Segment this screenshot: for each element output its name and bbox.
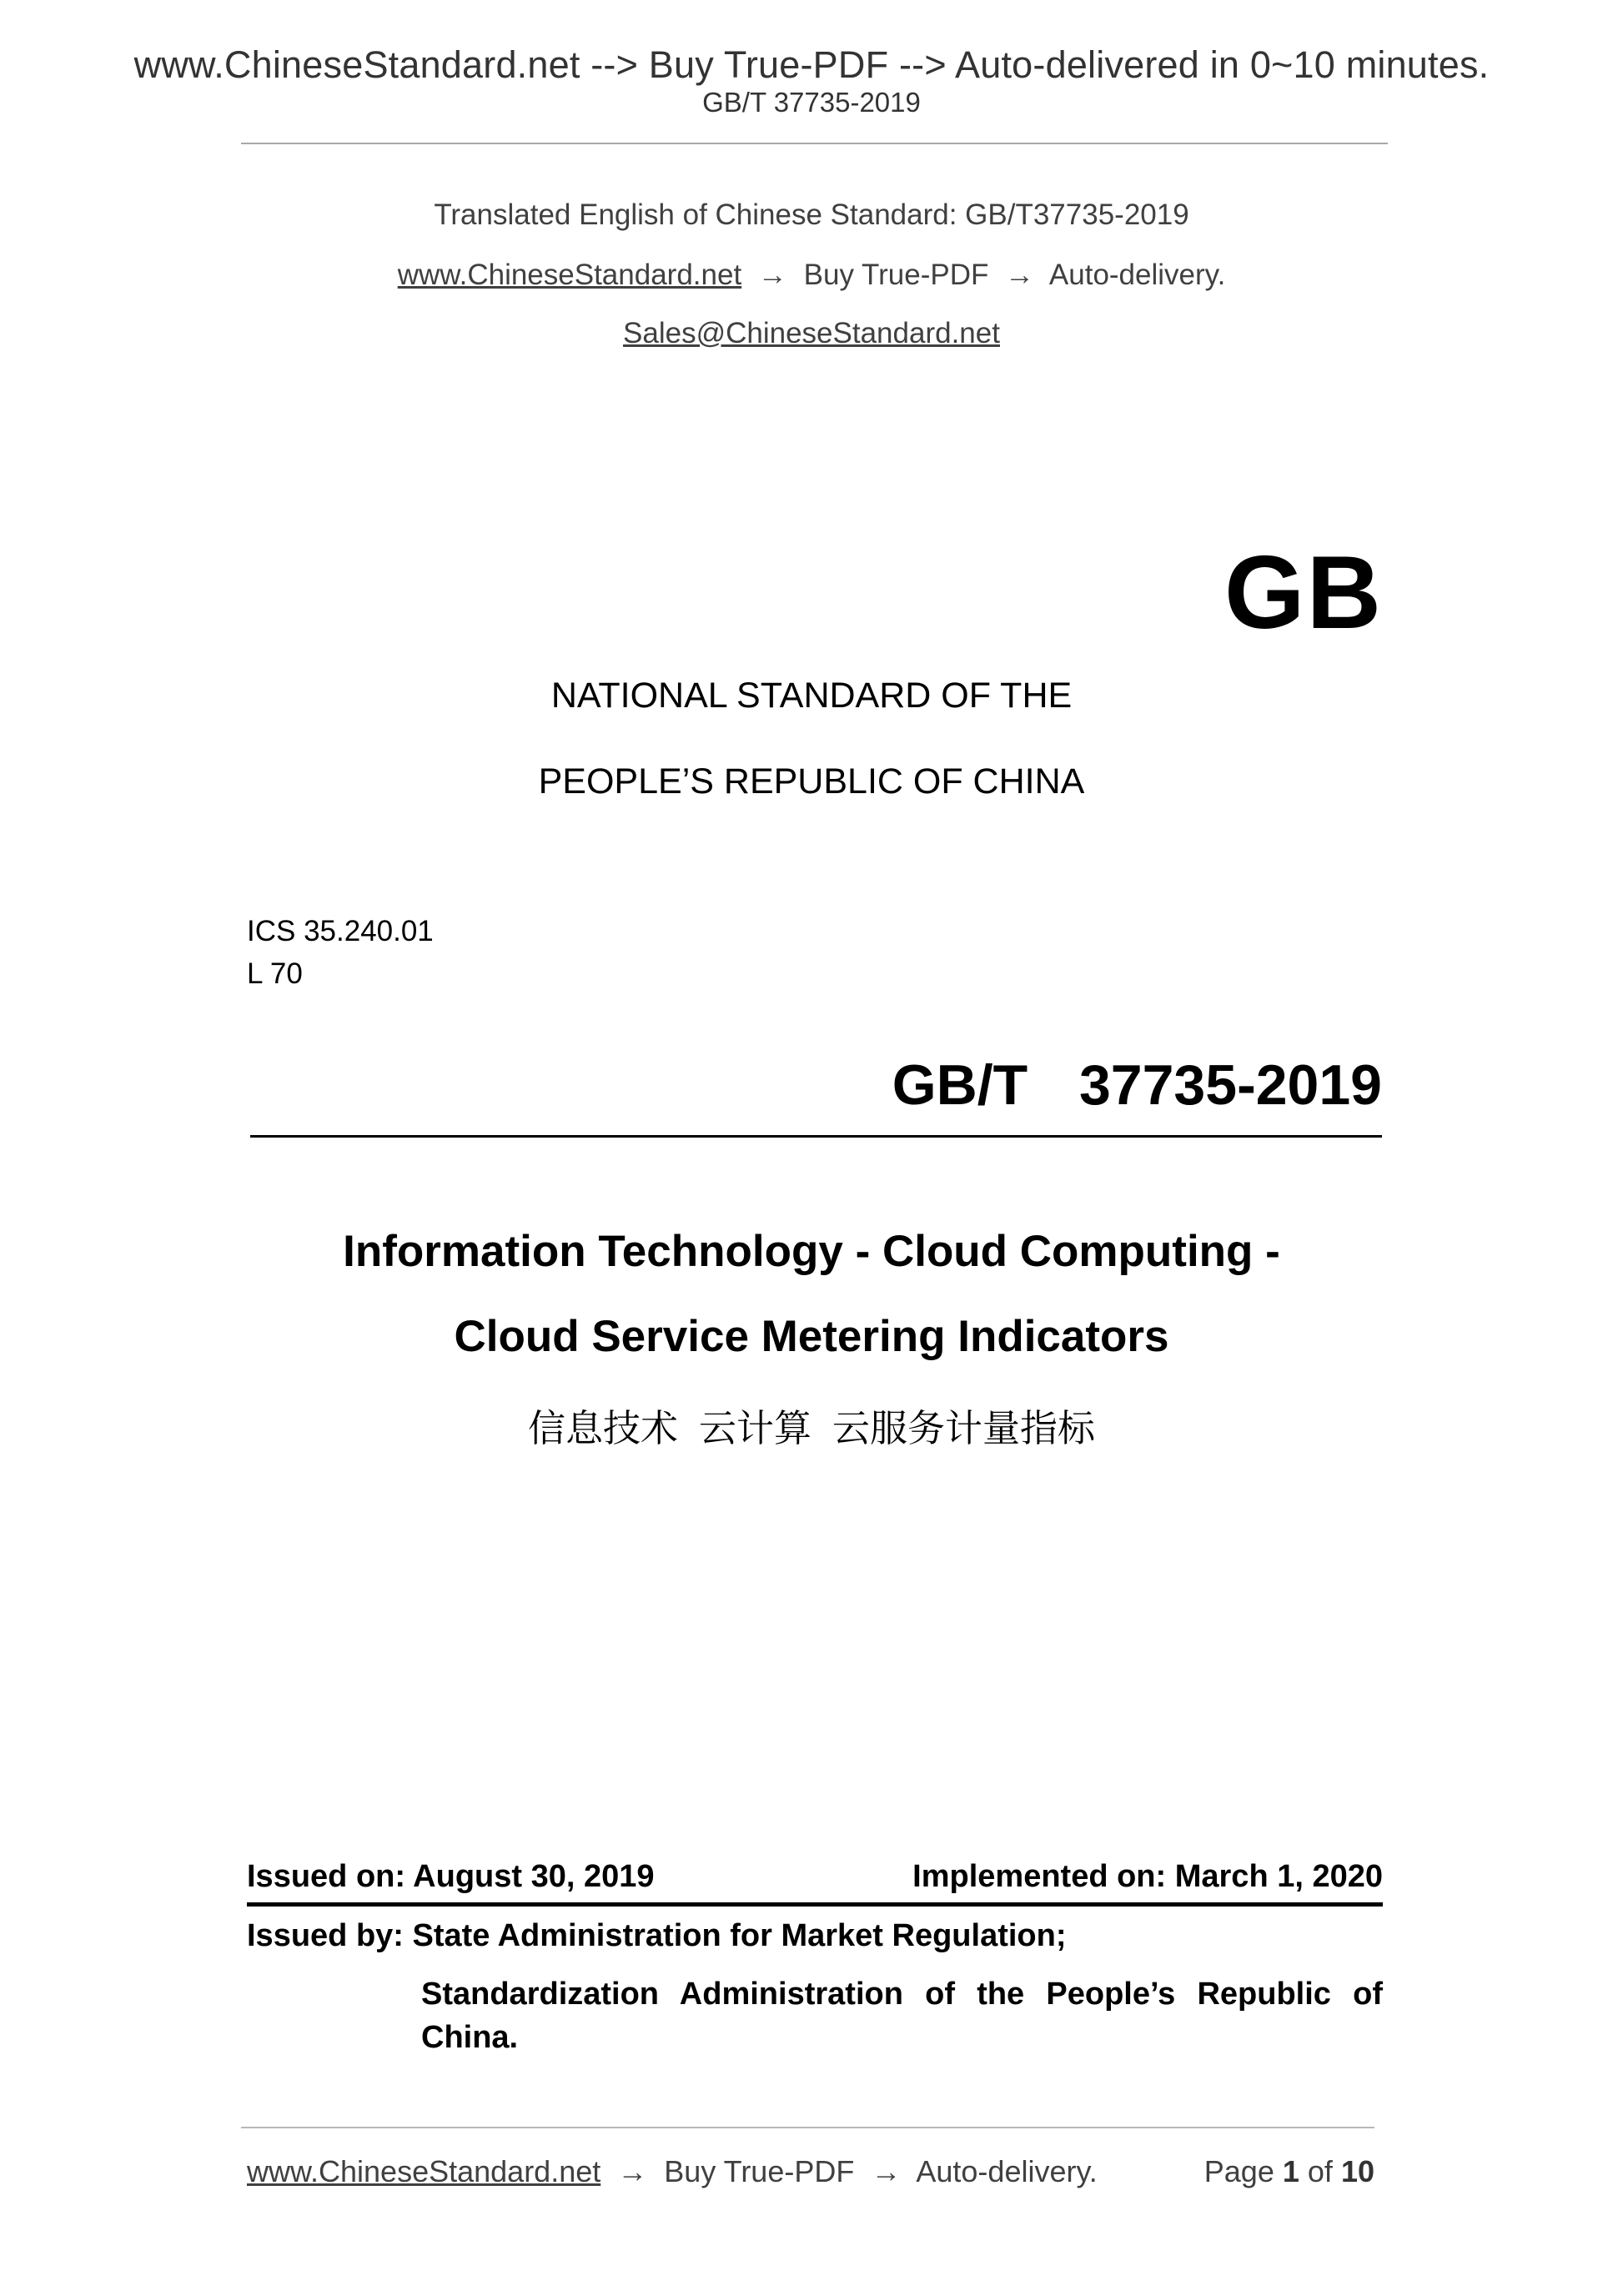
issued-by-continued-2: China. [421,2020,519,2055]
issued-by: Issued by: State Administration for Market Regulation; [247,1918,1067,1953]
footer-site-link[interactable]: www.ChineseStandard.net [247,2154,601,2188]
page-label: Page [1203,2154,1274,2188]
title-line-2: Cloud Service Metering Indicators [454,1312,1169,1361]
top-banner: www.ChineseStandard.net --> Buy True-PDF --> Auto-delivered in 0~10 minutes. [133,43,1490,86]
sales-email-link[interactable]: Sales@ChineseStandard.net [623,317,1000,349]
auto-delivery-text: Auto-delivery. [1048,259,1226,291]
footer-auto-text: Auto-delivery. [916,2154,1098,2188]
of-label: of [1307,2154,1333,2188]
standard-code: GB/T 37735-2019 [892,1053,1382,1117]
header-doc-code: GB/T 37735-2019 [702,87,921,118]
translated-line: Translated English of Chinese Standard: GB/T37735-2019 [434,198,1189,231]
header-divider [241,143,1388,144]
code-divider [250,1135,1382,1138]
national-standard-line-2: PEOPLE’S REPUBLIC OF CHINA [538,761,1085,801]
title-line-1: Information Technology - Cloud Computing - [343,1227,1280,1276]
implemented-on: Implemented on: March 1, 2020 [912,1859,1383,1894]
page-total: 10 [1340,2154,1374,2188]
issued-on: Issued on: August 30, 2019 [247,1859,655,1894]
national-standard-line-1: NATIONAL STANDARD OF THE [550,676,1073,716]
footer-links [247,2154,1098,2189]
page-indicator [1204,2154,1374,2189]
sales-line [0,317,1623,350]
footer-buy-text: Buy True-PDF [664,2154,855,2188]
ics-code: ICS 35.240.01 [247,915,434,947]
site-link[interactable]: www.ChineseStandard.net [397,259,742,291]
gb-logo: GB [1224,535,1383,651]
l-code: L 70 [247,957,303,990]
arrow-right-icon: → [871,2154,902,2188]
arrow-right-icon: → [617,2154,648,2188]
arrow-right-icon: → [757,259,787,291]
issue-divider [247,1902,1383,1907]
issued-by-continued: Standardization Administration of the People’s Republic of [421,1977,1383,2012]
buy-true-pdf-text: Buy True-PDF [803,259,989,291]
intro-links-line [0,259,1623,292]
arrow-right-icon: → [1005,259,1035,291]
page-current: 1 [1282,2154,1299,2188]
title-chinese: 信息技术 云计算 云服务计量指标 [527,1407,1095,1449]
footer-divider [241,2127,1374,2128]
